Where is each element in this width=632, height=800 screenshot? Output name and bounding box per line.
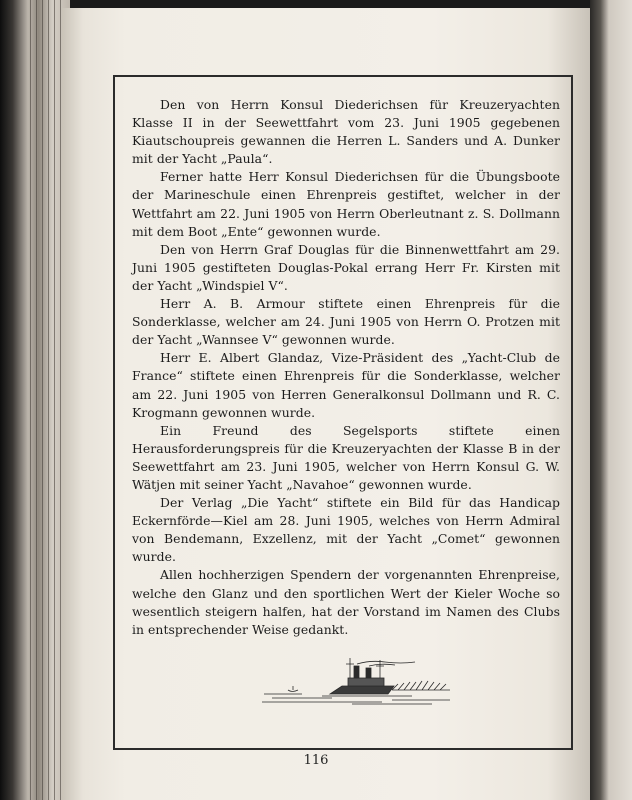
paragraph-4: Herr A. B. Armour stiftete einen Ehrenpreis für die Sonderklasse, welcher am 24. Juni 1905 von Herrn O. Protzen mit der Yacht „Wannsee V“ gewonnen wurde. (132, 296, 560, 348)
paragraph-1: Den von Herrn Konsul Diederichsen für Kreuzeryachten Klasse II in der Seewettfahrt vom 23. Juni 1905 gegebenen Kiautschoupreis gewannen die Herren L. Sanders und A. Dunker mit der Yacht „Paula“. (132, 97, 560, 167)
steamship-vignette-icon (262, 650, 452, 706)
paragraph-7: Der Verlag „Die Yacht“ stiftete ein Bild für das Handicap Eckernförde—Kiel am 28. Juni 1905, welches von Herrn Admiral von Bendemann, Exzellenz, mit der Yacht „Comet“ gewonnen wurde. (132, 495, 560, 565)
book-edge-right (590, 0, 632, 800)
paragraph-8: Allen hochherzigen Spendern der vorgenannten Ehrenpreise, welche den Glanz und den sportlichen Wert der Kieler Woche so wesentlich steigern halfen, hat der Vorstand im Namen des Clubs in entsprechender Weise gedankt. (132, 567, 560, 637)
paragraph-2: Ferner hatte Herr Konsul Diederichsen für die Übungsboote der Marineschule einen Ehrenpreis gestiftet, welcher in der Wettfahrt am 22. Juni 1905 von Herrn Oberleutnant z. S. Dollmann mit dem Boot „Ente“ gewonnen wurde. (132, 169, 560, 239)
paragraph-5: Herr E. Albert Glandaz, Vize-Präsident des „Yacht-Club de France“ stiftete einen Ehrenpreis für die Sonderklasse, welcher am 22. Juni 1905 von Herren Generalkonsul Dollmann und R. C. Krogmann gewonnen wurde. (132, 350, 560, 420)
page-number: 116 (303, 753, 329, 768)
paragraph-3: Den von Herrn Graf Douglas für die Binnenwettfahrt am 29. Juni 1905 gestifteten Douglas-Pokal errang Herr Fr. Kirsten mit der Yacht „Windspiel V“. (132, 241, 560, 293)
book-spine-left (0, 0, 70, 800)
page-text (132, 96, 560, 639)
paragraph-6: Ein Freund des Segelsports stiftete einen Herausforderungspreis für die Kreuzeryachten der Klasse B in der Seewettfahrt am 23. Juni 1905, welcher von Herrn Konsul G. W. Wätjen mit seiner Yacht „Navahoe“ gewonnen wurde. (132, 422, 560, 492)
